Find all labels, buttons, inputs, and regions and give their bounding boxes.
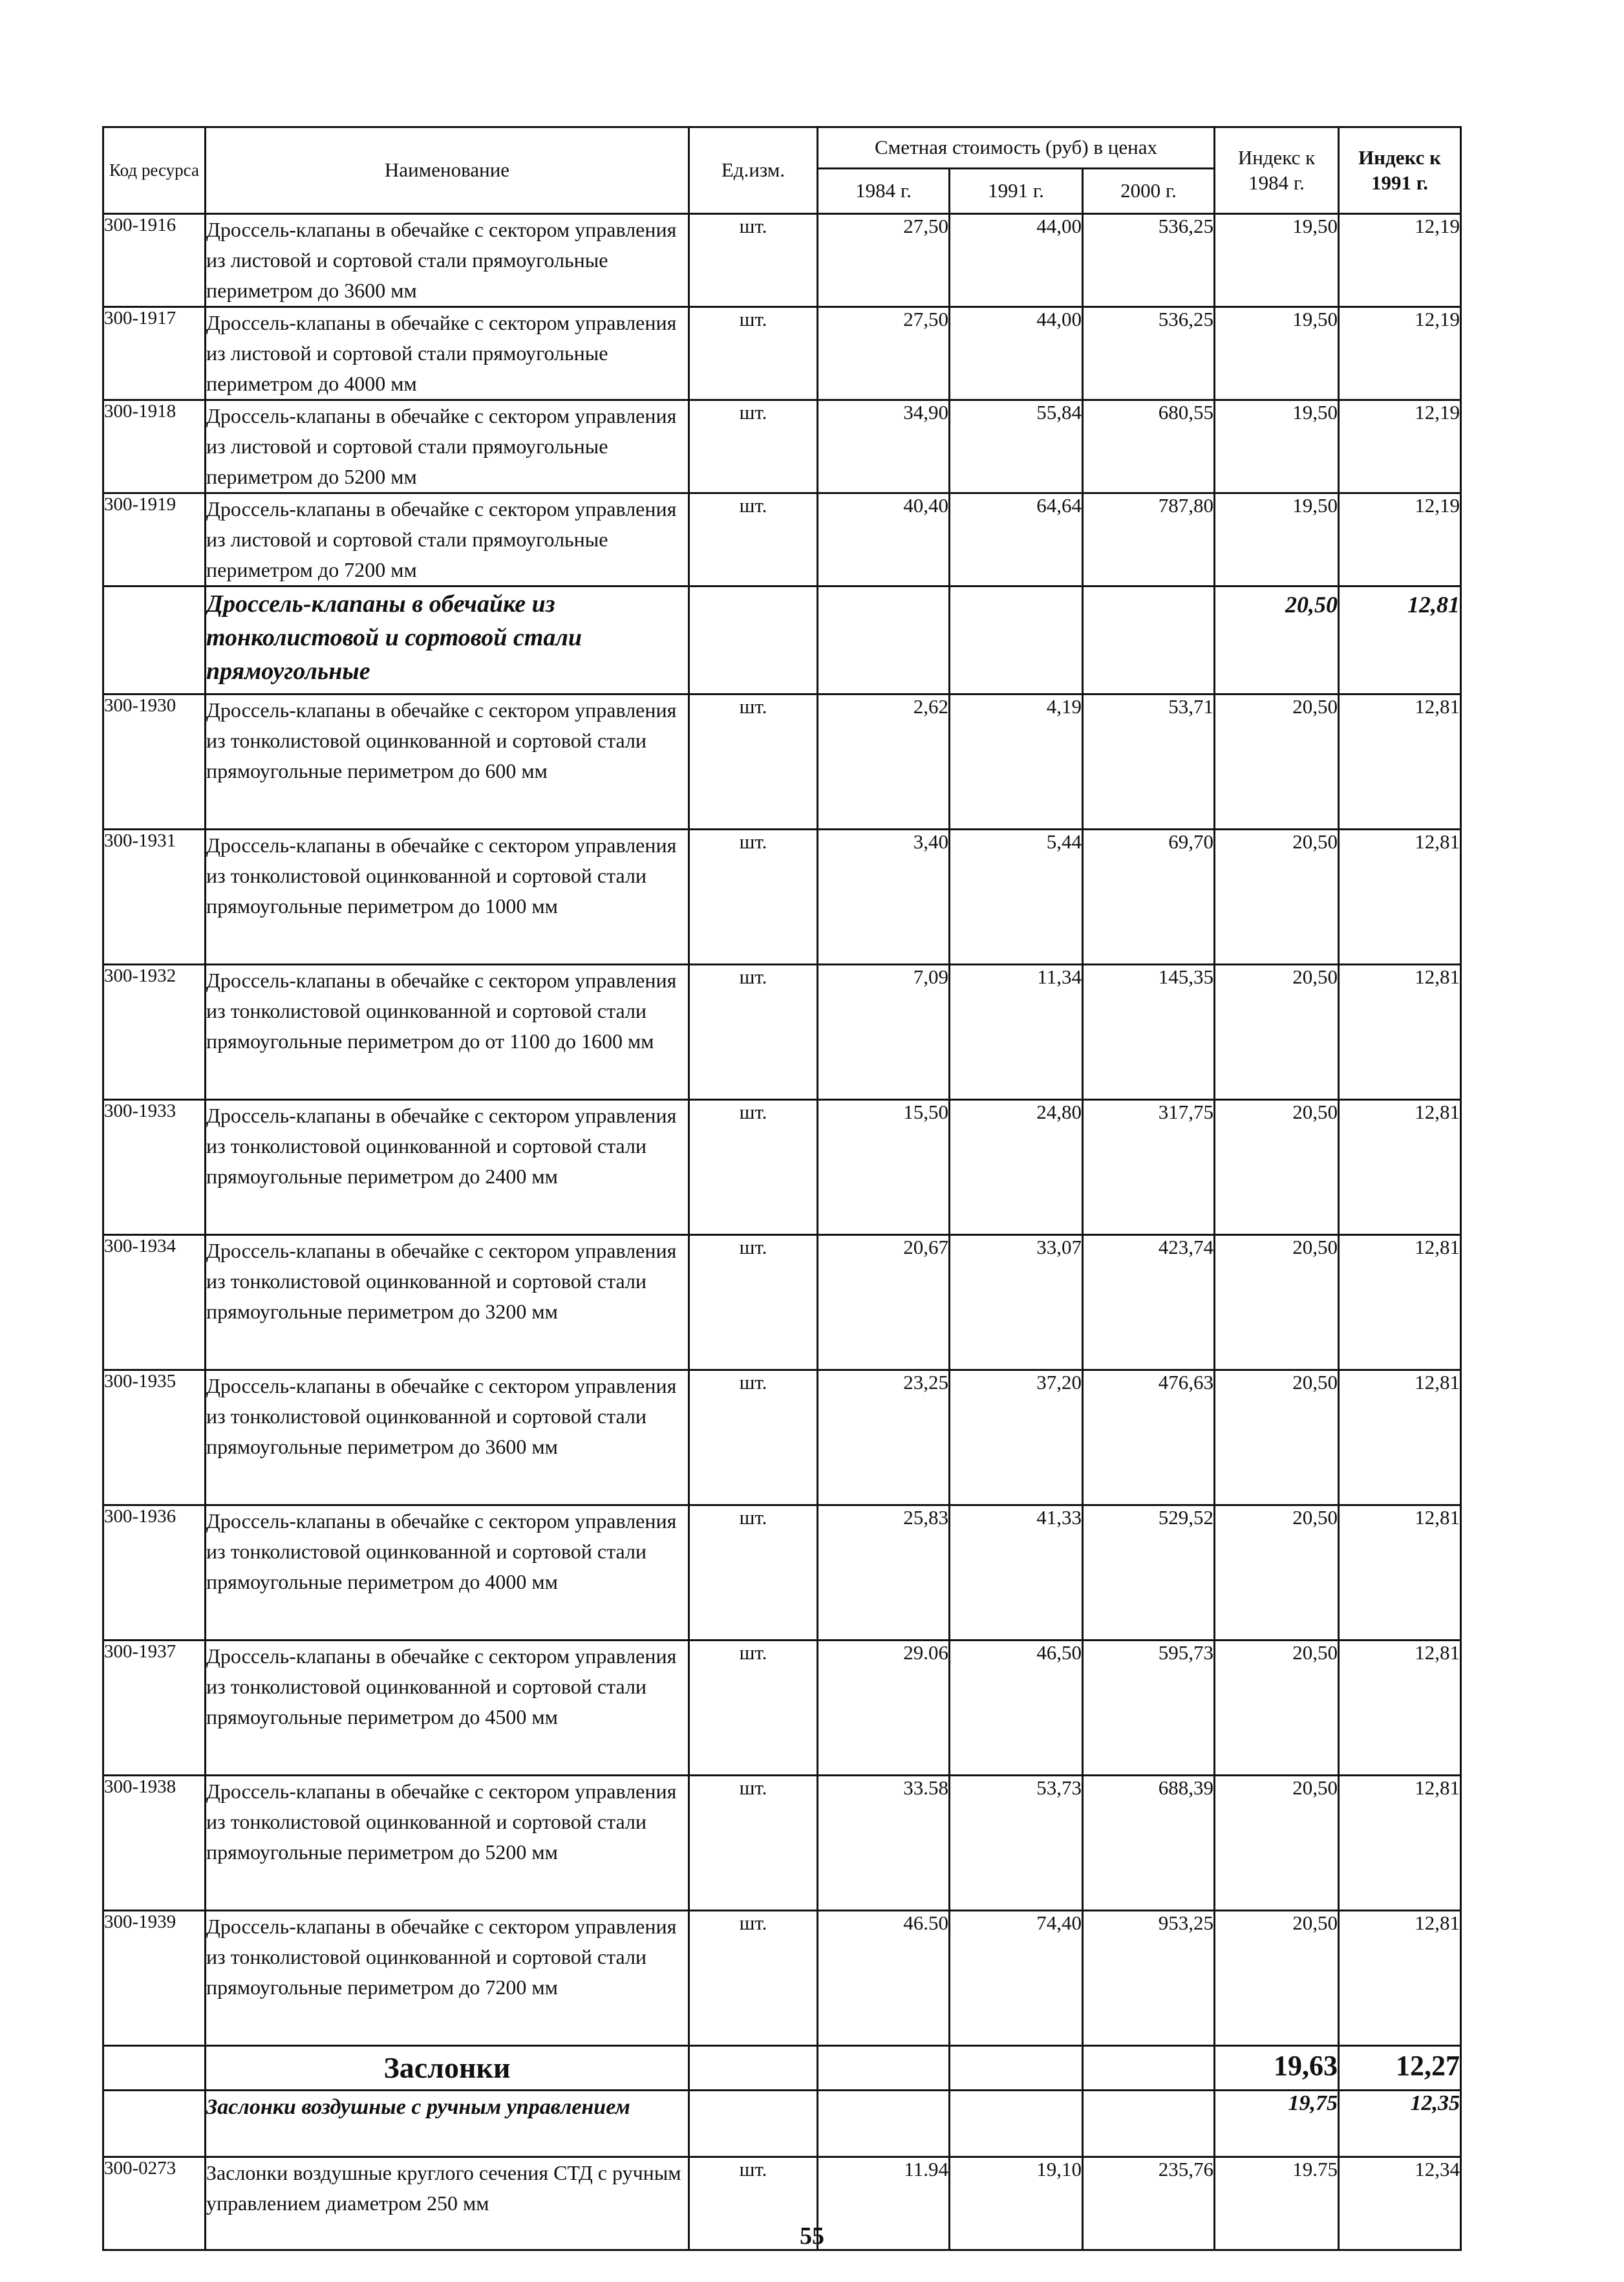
unit-cell: шт. — [689, 1235, 818, 1370]
resource-name-cell: Заслонки — [206, 2046, 689, 2091]
resource-code-cell: 300-1935 — [103, 1370, 206, 1505]
resource-code-cell: 300-1937 — [103, 1641, 206, 1776]
unit-cell: шт. — [689, 1370, 818, 1505]
price-1991-cell: 24,80 — [950, 1100, 1083, 1235]
price-2000-cell: 595,73 — [1083, 1641, 1215, 1776]
unit-cell: шт. — [689, 830, 818, 965]
price-1984-cell — [818, 587, 950, 694]
price-table-container — [102, 126, 1460, 2251]
header-code: Код ресурса — [103, 127, 206, 214]
index-1991-cell: 12,81 — [1339, 830, 1461, 965]
table-row — [103, 965, 1461, 1100]
table-row — [103, 1505, 1461, 1641]
table-row — [103, 1235, 1461, 1370]
unit-cell — [689, 587, 818, 694]
price-1984-cell: 40,40 — [818, 493, 950, 587]
resource-code-cell: 300-1931 — [103, 830, 206, 965]
price-1991-cell: 64,64 — [950, 493, 1083, 587]
unit-cell: шт. — [689, 965, 818, 1100]
resource-code-cell: 300-1917 — [103, 307, 206, 400]
resource-name-cell: Дроссель-клапаны в обечайке с сектором управления из листовой и сортовой стали прямоугольные периметром до 3600 мм — [206, 214, 689, 307]
header-year-2000: 2000 г. — [1083, 169, 1215, 214]
price-2000-cell: 53,71 — [1083, 694, 1215, 830]
index-1991-cell: 12,19 — [1339, 307, 1461, 400]
resource-code-cell: 300-1933 — [103, 1100, 206, 1235]
index-1991-cell: 12,34 — [1339, 2157, 1461, 2250]
unit-cell: шт. — [689, 1776, 818, 1911]
price-2000-cell: 536,25 — [1083, 214, 1215, 307]
price-1991-cell: 44,00 — [950, 307, 1083, 400]
unit-cell: шт. — [689, 694, 818, 830]
header-year-1984: 1984 г. — [818, 169, 950, 214]
index-1984-cell: 20,50 — [1215, 1370, 1339, 1505]
resource-code-cell: 300-1934 — [103, 1235, 206, 1370]
table-row — [103, 1911, 1461, 2046]
table-row — [103, 1776, 1461, 1911]
price-1991-cell: 11,34 — [950, 965, 1083, 1100]
index-1991-cell: 12,81 — [1339, 1776, 1461, 1911]
section-row — [103, 2046, 1461, 2091]
resource-code-cell: 300-1930 — [103, 694, 206, 830]
unit-cell: шт. — [689, 1505, 818, 1641]
resource-code-cell: 300-1932 — [103, 965, 206, 1100]
index-1991-cell: 12,19 — [1339, 214, 1461, 307]
resource-code-cell — [103, 2091, 206, 2157]
index-1984-cell: 20,50 — [1215, 830, 1339, 965]
resource-name-cell: Дроссель-клапаны в обечайке с сектором управления из тонколистовой оцинкованной и сортовой стали прямоугольные периметром до 5200 мм — [206, 1776, 689, 1911]
price-1991-cell: 33,07 — [950, 1235, 1083, 1370]
resource-name-cell: Заслонки воздушные круглого сечения СТД с ручным управлением диаметром 250 мм — [206, 2157, 689, 2250]
price-table — [102, 126, 1462, 2251]
index-1991-cell: 12,19 — [1339, 493, 1461, 587]
index-1984-cell: 20,50 — [1215, 1505, 1339, 1641]
index-1991-cell: 12,81 — [1339, 694, 1461, 830]
index-1991-cell: 12,81 — [1339, 1370, 1461, 1505]
index-1991-cell: 12,19 — [1339, 400, 1461, 493]
index-1984-cell: 19,50 — [1215, 493, 1339, 587]
index-1991-cell: 12,81 — [1339, 1505, 1461, 1641]
index-1984-cell: 19,75 — [1215, 2091, 1339, 2157]
price-1984-cell: 25,83 — [818, 1505, 950, 1641]
price-1991-cell: 53,73 — [950, 1776, 1083, 1911]
price-2000-cell: 317,75 — [1083, 1100, 1215, 1235]
table-row — [103, 307, 1461, 400]
resource-code-cell: 300-1939 — [103, 1911, 206, 2046]
index-1991-cell: 12,81 — [1339, 965, 1461, 1100]
price-2000-cell — [1083, 2091, 1215, 2157]
price-2000-cell — [1083, 2046, 1215, 2091]
price-1991-cell — [950, 2091, 1083, 2157]
unit-cell: шт. — [689, 214, 818, 307]
resource-name-cell: Дроссель-клапаны в обечайке с сектором управления из тонколистовой оцинкованной и сортовой стали прямоугольные периметром до 4000 мм — [206, 1505, 689, 1641]
resource-name-cell: Дроссель-клапаны в обечайке с сектором управления из тонколистовой оцинкованной и сортовой стали прямоугольные периметром до 3600 мм — [206, 1370, 689, 1505]
resource-code-cell — [103, 587, 206, 694]
price-2000-cell: 145,35 — [1083, 965, 1215, 1100]
unit-cell: шт. — [689, 400, 818, 493]
index-1984-cell: 20,50 — [1215, 1911, 1339, 2046]
resource-code-cell: 300-1916 — [103, 214, 206, 307]
resource-name-cell: Дроссель-клапаны в обечайке с сектором управления из листовой и сортовой стали прямоугольные периметром до 5200 мм — [206, 400, 689, 493]
resource-code-cell — [103, 2046, 206, 2091]
index-1991-cell: 12,81 — [1339, 1641, 1461, 1776]
price-1984-cell: 7,09 — [818, 965, 950, 1100]
price-2000-cell: 423,74 — [1083, 1235, 1215, 1370]
price-1991-cell: 37,20 — [950, 1370, 1083, 1505]
resource-name-cell: Дроссель-клапаны в обечайке с сектором управления из тонколистовой оцинкованной и сортовой стали прямоугольные периметром до 3200 мм — [206, 1235, 689, 1370]
table-row — [103, 493, 1461, 587]
subgroup-row — [103, 2091, 1461, 2157]
price-2000-cell: 787,80 — [1083, 493, 1215, 587]
unit-cell — [689, 2046, 818, 2091]
header-name: Наименование — [206, 127, 689, 214]
index-1984-cell: 19,50 — [1215, 307, 1339, 400]
index-1984-cell: 20,50 — [1215, 694, 1339, 830]
price-1991-cell: 74,40 — [950, 1911, 1083, 2046]
index-1991-cell: 12,81 — [1339, 587, 1461, 694]
resource-name-cell: Дроссель-клапаны в обечайке с сектором управления из тонколистовой оцинкованной и сортовой стали прямоугольные периметром до 2400 мм — [206, 1100, 689, 1235]
page-number: 55 — [800, 2223, 824, 2250]
index-1984-cell: 19,50 — [1215, 214, 1339, 307]
price-1984-cell — [818, 2046, 950, 2091]
index-1991-cell: 12,27 — [1339, 2046, 1461, 2091]
resource-name-cell: Заслонки воздушные с ручным управлением — [206, 2091, 689, 2157]
price-1984-cell: 33.58 — [818, 1776, 950, 1911]
index-1984-cell: 20,50 — [1215, 1235, 1339, 1370]
unit-cell: шт. — [689, 493, 818, 587]
price-1984-cell: 11.94 — [818, 2157, 950, 2250]
unit-cell: шт. — [689, 1641, 818, 1776]
resource-name-cell: Дроссель-клапаны в обечайке с сектором управления из тонколистовой оцинкованной и сортовой стали прямоугольные периметром до 1000 мм — [206, 830, 689, 965]
price-1991-cell — [950, 2046, 1083, 2091]
price-1991-cell: 41,33 — [950, 1505, 1083, 1641]
resource-code-cell: 300-1936 — [103, 1505, 206, 1641]
table-header — [103, 127, 1461, 214]
index-1984-cell: 19.75 — [1215, 2157, 1339, 2250]
index-1984-cell: 20,50 — [1215, 587, 1339, 694]
unit-cell: шт. — [689, 2157, 818, 2250]
index-1984-cell: 20,50 — [1215, 965, 1339, 1100]
resource-name-cell: Дроссель-клапаны в обечайке с сектором управления из листовой и сортовой стали прямоугольные периметром до 7200 мм — [206, 493, 689, 587]
price-1991-cell: 46,50 — [950, 1641, 1083, 1776]
resource-code-cell: 300-0273 — [103, 2157, 206, 2250]
price-1991-cell — [950, 587, 1083, 694]
index-1984-cell: 20,50 — [1215, 1100, 1339, 1235]
price-2000-cell: 69,70 — [1083, 830, 1215, 965]
price-1984-cell — [818, 2091, 950, 2157]
price-1991-cell: 55,84 — [950, 400, 1083, 493]
table-row — [103, 214, 1461, 307]
price-1984-cell: 34,90 — [818, 400, 950, 493]
header-index-1984: Индекс к 1984 г. — [1215, 127, 1339, 214]
resource-code-cell: 300-1918 — [103, 400, 206, 493]
table-row — [103, 1370, 1461, 1505]
table-row — [103, 694, 1461, 830]
price-1991-cell: 5,44 — [950, 830, 1083, 965]
unit-cell: шт. — [689, 1911, 818, 2046]
price-1991-cell: 4,19 — [950, 694, 1083, 830]
header-cost: Сметная стоимость (руб) в ценах — [818, 127, 1215, 169]
price-2000-cell — [1083, 587, 1215, 694]
price-1984-cell: 3,40 — [818, 830, 950, 965]
resource-name-cell: Дроссель-клапаны в обечайке с сектором управления из тонколистовой оцинкованной и сортовой стали прямоугольные периметром до 7200 мм — [206, 1911, 689, 2046]
index-1991-cell: 12,81 — [1339, 1911, 1461, 2046]
resource-name-cell: Дроссель-клапаны в обечайке с сектором управления из тонколистовой оцинкованной и сортовой стали прямоугольные периметром до 4500 мм — [206, 1641, 689, 1776]
price-1984-cell: 20,67 — [818, 1235, 950, 1370]
table-row — [103, 400, 1461, 493]
price-2000-cell: 953,25 — [1083, 1911, 1215, 2046]
index-1984-cell: 19,50 — [1215, 400, 1339, 493]
index-1984-cell: 19,63 — [1215, 2046, 1339, 2091]
resource-name-cell: Дроссель-клапаны в обечайке с сектором управления из тонколистовой оцинкованной и сортовой стали прямоугольные периметром до от 1100 до 1600 мм — [206, 965, 689, 1100]
price-1984-cell: 27,50 — [818, 307, 950, 400]
price-1984-cell: 27,50 — [818, 214, 950, 307]
price-2000-cell: 476,63 — [1083, 1370, 1215, 1505]
index-1991-cell: 12,35 — [1339, 2091, 1461, 2157]
price-2000-cell: 688,39 — [1083, 1776, 1215, 1911]
price-1984-cell: 46.50 — [818, 1911, 950, 2046]
price-2000-cell: 235,76 — [1083, 2157, 1215, 2250]
index-1991-cell: 12,81 — [1339, 1235, 1461, 1370]
table-row — [103, 1641, 1461, 1776]
unit-cell: шт. — [689, 1100, 818, 1235]
table-row — [103, 830, 1461, 965]
header-unit: Ед.изм. — [689, 127, 818, 214]
price-1984-cell: 23,25 — [818, 1370, 950, 1505]
resource-name-cell: Дроссель-клапаны в обечайке из тонколистовой и сортовой стали прямоугольные — [206, 587, 689, 694]
price-1984-cell: 15,50 — [818, 1100, 950, 1235]
resource-code-cell: 300-1938 — [103, 1776, 206, 1911]
group-row — [103, 587, 1461, 694]
table-row — [103, 1100, 1461, 1235]
price-1991-cell: 19,10 — [950, 2157, 1083, 2250]
resource-name-cell: Дроссель-клапаны в обечайке с сектором управления из листовой и сортовой стали прямоугольные периметром до 4000 мм — [206, 307, 689, 400]
price-2000-cell: 680,55 — [1083, 400, 1215, 493]
header-year-1991: 1991 г. — [950, 169, 1083, 214]
resource-name-cell: Дроссель-клапаны в обечайке с сектором управления из тонколистовой оцинкованной и сортовой стали прямоугольные периметром до 600 мм — [206, 694, 689, 830]
index-1984-cell: 20,50 — [1215, 1641, 1339, 1776]
table-body — [103, 214, 1461, 2250]
index-1984-cell: 20,50 — [1215, 1776, 1339, 1911]
price-1991-cell: 44,00 — [950, 214, 1083, 307]
unit-cell — [689, 2091, 818, 2157]
resource-code-cell: 300-1919 — [103, 493, 206, 587]
price-1984-cell: 29.06 — [818, 1641, 950, 1776]
price-1984-cell: 2,62 — [818, 694, 950, 830]
price-2000-cell: 536,25 — [1083, 307, 1215, 400]
header-index-1991: Индекс к 1991 г. — [1339, 127, 1461, 214]
unit-cell: шт. — [689, 307, 818, 400]
index-1991-cell: 12,81 — [1339, 1100, 1461, 1235]
price-2000-cell: 529,52 — [1083, 1505, 1215, 1641]
